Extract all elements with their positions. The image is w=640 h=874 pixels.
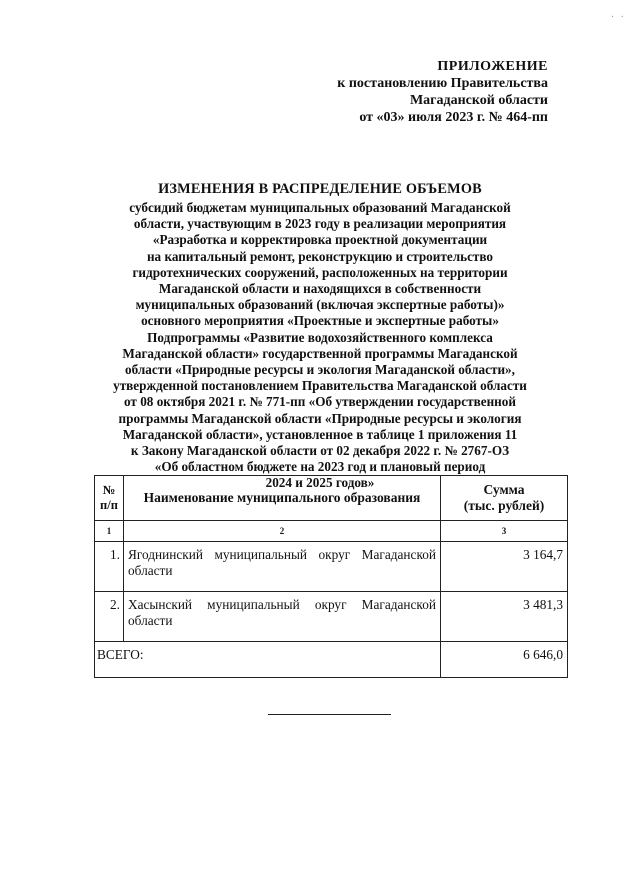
appendix-line-1: к постановлению Правительства (337, 76, 548, 91)
table-row (95, 542, 568, 592)
closing-rule (268, 714, 391, 715)
document-heading: ИЗМЕНЕНИЯ В РАСПРЕДЕЛЕНИЕ ОБЪЕМОВ (158, 181, 482, 197)
table-index-row (95, 521, 568, 542)
index-cell: 2 (124, 521, 441, 542)
appendix-block (337, 58, 548, 126)
header-sum: Сумма (тыс. рублей) (441, 476, 568, 521)
table-total-row (95, 642, 568, 678)
appendix-line-3: от «03» июля 2023 г. № 464-пп (359, 110, 548, 125)
table-row (95, 592, 568, 642)
row-number: 1. (95, 542, 124, 592)
document-subtitle: субсидий бюджетам муниципальных образований Магаданской области, участвующим в 2023 году в реализации мероприятия «Разработка и корректировка проектной документации на капитальный ремонт, реконструкцию и строительство гидротехнических сооружений, расположенных на территории Магаданской области и находящихся в собственности муниципальных образований (включая экспертные работы)» основного мероприятия «Проектные и экспертные работы» Подпрограммы «Развитие водохозяйственного комплекса Магаданской области» государственной программы Магаданской области «Природные ресурсы и экология Магаданской области», утвержденной постановлением Правительства Магаданской области от 08 октября 2021 г. № 771-пп «Об утверждении государственной программы Магаданской области «Природные ресурсы и экология Магаданской области», установленное в таблице 1 приложения 11 к Закону Магаданской области от 02 декабря 2022 г. № 2767-ОЗ «Об областном бюджете на 2023 год и плановый период 2024 и 2025 годов» (113, 200, 527, 491)
table-header-row (95, 476, 568, 521)
row-value: 3 481,3 (441, 592, 568, 642)
distribution-table (94, 475, 568, 678)
index-cell: 1 (95, 521, 124, 542)
row-name: Ягоднинский муниципальный округ Магаданской области (124, 542, 441, 592)
row-value: 3 164,7 (441, 542, 568, 592)
row-number: 2. (95, 592, 124, 642)
total-label: ВСЕГО: (95, 642, 441, 678)
appendix-title: ПРИЛОЖЕНИЕ (437, 59, 548, 74)
header-name: Наименование муниципального образования (124, 476, 441, 521)
scan-mark: · · (610, 12, 626, 23)
appendix-line-2: Магаданской области (409, 93, 548, 108)
index-cell: 3 (441, 521, 568, 542)
row-name: Хасынский муниципальный округ Магаданской области (124, 592, 441, 642)
total-value: 6 646,0 (441, 642, 568, 678)
header-number: № п/п (95, 476, 124, 521)
